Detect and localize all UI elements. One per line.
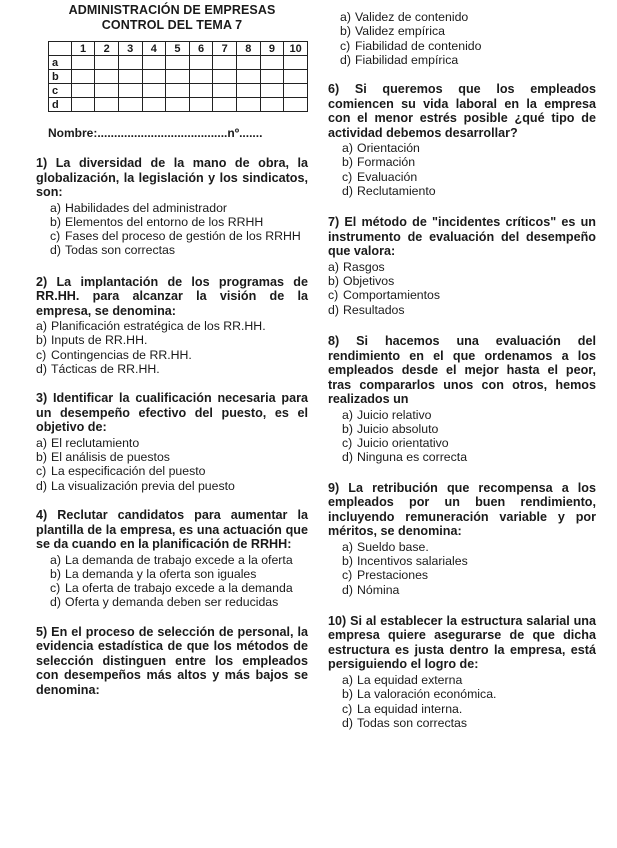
option-text: La demanda y la oferta son iguales [65, 566, 257, 581]
answer-grid-col-header: 3 [118, 42, 142, 56]
option-text: El análisis de puestos [51, 450, 170, 465]
answer-option [342, 141, 596, 155]
option-text: Planificación estratégica de los RR.HH. [51, 319, 266, 334]
answer-option [342, 170, 596, 184]
option-letter: c) [342, 701, 353, 716]
question-title: 9) La retribución que recompensa a los empleados por un buen rendimiento, incluyendo remuneración variable y por méritos, se denomina: [328, 480, 596, 539]
option-letter: d) [342, 582, 353, 597]
option-letter: a) [36, 319, 47, 334]
option-text: La equidad interna. [357, 701, 463, 716]
answer-grid-cell[interactable] [260, 84, 284, 98]
option-letter: d) [36, 478, 47, 493]
option-text: Sueldo base. [357, 539, 429, 554]
question-8 [328, 334, 596, 465]
answer-grid-cell[interactable] [213, 56, 237, 70]
option-letter: c) [50, 581, 61, 596]
answer-option [342, 583, 596, 597]
question-3 [36, 391, 308, 493]
answer-option [50, 229, 308, 243]
answer-grid-cell[interactable] [260, 56, 284, 70]
answer-option [342, 687, 596, 701]
answer-option [36, 479, 308, 493]
answer-grid-cell[interactable] [166, 70, 190, 84]
answer-option [340, 53, 596, 67]
option-letter: c) [50, 229, 61, 244]
option-text: Todas son correctas [65, 243, 176, 258]
answer-option [342, 540, 596, 554]
question-title: 6) Si queremos que los empleados comiencen su vida laboral en la empresa con el menor estrés posible ¿qué tipo de actividad debemos desarrollar? [328, 82, 596, 140]
option-text: Habilidades del administrador [65, 200, 227, 215]
option-letter: d) [50, 595, 61, 610]
option-text: Rasgos [343, 259, 385, 274]
option-text: La oferta de trabajo excede a la demanda [65, 581, 293, 596]
option-text: Tácticas de RR.HH. [51, 362, 160, 377]
answer-grid-cell[interactable] [236, 98, 260, 112]
option-text: Todas son correctas [357, 715, 468, 730]
answer-option [340, 10, 596, 24]
answer-option [50, 201, 308, 215]
answer-option [36, 464, 308, 478]
answer-grid-row-label: b [49, 70, 72, 84]
option-letter: a) [50, 200, 61, 215]
exam-header [36, 3, 308, 33]
option-text: Validez empírica [355, 24, 445, 39]
answer-grid-cell[interactable] [284, 56, 308, 70]
answer-option [328, 288, 596, 302]
answer-grid-col-header: 9 [260, 42, 284, 56]
answer-option [50, 595, 308, 609]
option-text: Objetivos [343, 274, 395, 289]
option-letter: b) [342, 421, 353, 436]
option-letter: c) [340, 38, 351, 53]
question-title: 4) Reclutar candidatos para aumentar la plantilla de la empresa, es una actuación que se da cuando en la planificación de RRHH: [36, 508, 308, 552]
option-text: La especificación del puesto [51, 464, 206, 479]
answer-grid-row-label: a [49, 56, 72, 70]
answer-option [342, 184, 596, 198]
answer-grid-cell[interactable] [189, 70, 213, 84]
option-letter: d) [36, 362, 47, 377]
option-letter: d) [342, 184, 353, 199]
answer-grid-cell[interactable] [118, 98, 142, 112]
answer-grid-cell[interactable] [236, 56, 260, 70]
option-letter: c) [342, 568, 353, 583]
option-letter: c) [342, 436, 353, 451]
answer-grid-row [49, 98, 308, 112]
option-letter: a) [36, 435, 47, 450]
option-letter: a) [342, 672, 353, 687]
answer-grid-cell[interactable] [118, 70, 142, 84]
option-text: Juicio orientativo [357, 436, 449, 451]
answer-grid [48, 41, 308, 112]
answer-option [342, 716, 596, 730]
answer-grid-cell[interactable] [260, 70, 284, 84]
option-letter: a) [340, 10, 351, 24]
answer-grid-header-row [49, 42, 308, 56]
answer-option [342, 702, 596, 716]
question-options [36, 319, 308, 376]
answer-grid-cell[interactable] [71, 84, 95, 98]
option-letter: a) [50, 552, 61, 567]
question-title: 3) Identificar la cualificación necesaria para un desempeño efectivo del puesto, es el objetivo de: [36, 391, 308, 435]
option-text: Evaluación [357, 169, 418, 184]
answer-grid-cell[interactable] [189, 98, 213, 112]
answer-option [50, 243, 308, 257]
question-4 [36, 508, 308, 610]
option-text: Resultados [343, 302, 405, 317]
answer-grid-cell[interactable] [284, 84, 308, 98]
option-letter: b) [342, 554, 353, 569]
question-options [328, 540, 596, 597]
question-title: 1) La diversidad de la mano de obra, la globalización, la legislación y los sindicatos, son: [36, 156, 308, 199]
answer-grid-cell[interactable] [71, 56, 95, 70]
option-letter: b) [342, 687, 353, 702]
option-letter: d) [340, 52, 351, 67]
option-letter: c) [36, 347, 47, 362]
answer-grid-row-label: d [49, 98, 72, 112]
option-letter: b) [50, 566, 61, 581]
option-letter: a) [328, 259, 339, 274]
answer-option [342, 673, 596, 687]
option-letter: b) [342, 155, 353, 170]
answer-grid-cell[interactable] [95, 56, 119, 70]
option-text: Juicio relativo [357, 407, 432, 422]
answer-grid-cell[interactable] [142, 56, 166, 70]
answer-grid-cell[interactable] [166, 84, 190, 98]
option-text: El reclutamiento [51, 435, 140, 450]
option-text: Fiabilidad empírica [355, 52, 459, 67]
option-text: La equidad externa [357, 672, 463, 687]
answer-grid-cell[interactable] [166, 56, 190, 70]
answer-option [50, 581, 308, 595]
option-letter: a) [342, 141, 353, 156]
question-title: 10) Si al establecer la estructura salarial una empresa quiere asegurarse de que dicha estructura es justa dentro la empresa, está persiguiendo el logro de: [328, 613, 596, 672]
answer-option [36, 348, 308, 362]
answer-option [342, 408, 596, 422]
answer-grid-cell[interactable] [284, 98, 308, 112]
question-1 [36, 156, 308, 258]
answer-grid-cell[interactable] [142, 70, 166, 84]
option-text: Incentivos salariales [357, 554, 468, 569]
question-10 [328, 614, 596, 730]
option-text: Formación [357, 155, 416, 170]
answer-grid-cell[interactable] [95, 70, 119, 84]
option-letter: b) [36, 450, 47, 465]
option-text: Fases del proceso de gestión de los RRHH [65, 229, 301, 244]
option-text: Validez de contenido [355, 10, 469, 24]
option-letter: d) [328, 302, 339, 317]
answer-option [36, 319, 308, 333]
answer-option [342, 450, 596, 464]
answer-grid-col-header: 8 [236, 42, 260, 56]
answer-grid-cell[interactable] [213, 84, 237, 98]
answer-grid-cell[interactable] [284, 70, 308, 84]
option-text: Oferta y demanda deben ser reducidas [65, 595, 279, 610]
question-options [328, 408, 596, 465]
option-letter: d) [342, 715, 353, 730]
question-title: 7) El método de "incidentes críticos" es un instrumento de evaluación del desempeño que valora: [328, 215, 596, 259]
question-options [328, 260, 596, 317]
answer-grid-col-header: 7 [213, 42, 237, 56]
answer-grid-cell[interactable] [142, 98, 166, 112]
answer-grid-row [49, 70, 308, 84]
question-title: 5) En el proceso de selección de personal, la evidencia estadística de que los métodos de selección distinguen entre los empleados con desempeños más altos y más bajos se denomina: [36, 624, 308, 697]
left-column [36, 0, 308, 697]
option-text: Comportamientos [343, 288, 441, 303]
answer-grid-col-header: 10 [284, 42, 308, 56]
question-7 [328, 215, 596, 317]
answer-grid-cell[interactable] [189, 56, 213, 70]
option-text: La valoración económica. [357, 687, 497, 702]
answer-option [36, 450, 308, 464]
question-title: 8) Si hacemos una evaluación del rendimiento en el que ordenamos a los empleados desde el mejor hasta el peor, tras compararlos unos con otros, hemos realizados un [328, 334, 596, 407]
answer-option [36, 333, 308, 347]
option-text: Juicio absoluto [357, 421, 439, 436]
option-letter: d) [50, 243, 61, 258]
answer-option [340, 24, 596, 38]
option-letter: c) [328, 288, 339, 303]
option-letter: a) [342, 407, 353, 422]
option-text: Orientación [357, 141, 420, 156]
answer-option [36, 362, 308, 376]
question-options [36, 201, 308, 258]
question-2 [36, 275, 308, 377]
answer-grid-cell[interactable] [189, 84, 213, 98]
answer-grid-row [49, 56, 308, 70]
header-title: ADMINISTRACIÓN DE EMPRESAS [68, 3, 276, 17]
answer-grid-cell[interactable] [236, 84, 260, 98]
question-options [328, 673, 596, 730]
option-letter: c) [36, 464, 47, 479]
option-letter: a) [342, 539, 353, 554]
option-letter: b) [340, 24, 351, 39]
question-9 [328, 481, 596, 597]
question-title: 2) La implantación de los programas de RR.HH. para alcanzar la visión de la empresa, se denomina: [36, 274, 308, 318]
option-text: La demanda de trabajo excede a la oferta [65, 552, 293, 567]
option-letter: b) [36, 333, 47, 348]
answer-grid-cell[interactable] [71, 98, 95, 112]
answer-option [50, 567, 308, 581]
option-text: Elementos del entorno de los RRHH [65, 214, 264, 229]
header-subtitle: CONTROL DEL TEMA 7 [101, 18, 243, 32]
option-letter: d) [342, 450, 353, 465]
answer-grid-cell[interactable] [213, 98, 237, 112]
option-text: Reclutamiento [357, 184, 436, 199]
question-options [36, 553, 308, 610]
answer-grid-col-header: 5 [166, 42, 190, 56]
answer-option [342, 422, 596, 436]
answer-option [342, 568, 596, 582]
answer-option [50, 553, 308, 567]
answer-grid-cell[interactable] [166, 98, 190, 112]
answer-grid-cell[interactable] [213, 70, 237, 84]
answer-option [328, 303, 596, 317]
option-letter: b) [50, 214, 61, 229]
option-text: Nómina [357, 582, 400, 597]
answer-option [50, 215, 308, 229]
answer-option [342, 554, 596, 568]
question-5 [36, 625, 308, 698]
option-text: Inputs de RR.HH. [51, 333, 148, 348]
answer-option [328, 274, 596, 288]
answer-grid-cell[interactable] [260, 98, 284, 112]
option-text: Prestaciones [357, 568, 429, 583]
answer-grid-cell[interactable] [71, 70, 95, 84]
option-letter: c) [342, 169, 353, 184]
answer-option [36, 436, 308, 450]
question-options [36, 436, 308, 493]
answer-grid-cell[interactable] [95, 98, 119, 112]
question-options [328, 141, 596, 198]
name-field-line[interactable]: Nombre:.......................................nº....... [48, 126, 263, 140]
right-column [328, 0, 596, 730]
answer-grid-cell[interactable] [118, 56, 142, 70]
answer-grid-cell[interactable] [142, 84, 166, 98]
option-text: La visualización previa del puesto [51, 478, 235, 493]
option-letter: b) [328, 274, 339, 289]
answer-grid-col-header: 1 [71, 42, 95, 56]
answer-option [342, 155, 596, 169]
option-text: Ninguna es correcta [357, 450, 468, 465]
answer-grid-col-header: 2 [95, 42, 119, 56]
answer-grid-row [49, 84, 308, 98]
answer-grid-corner [49, 42, 72, 56]
answer-option [342, 436, 596, 450]
answer-grid-cell[interactable] [95, 84, 119, 98]
question-6 [328, 82, 596, 198]
answer-option [328, 260, 596, 274]
answer-option [340, 39, 596, 53]
option-text: Contingencias de RR.HH. [51, 347, 192, 362]
answer-grid-cell[interactable] [236, 70, 260, 84]
answer-grid-col-header: 4 [142, 42, 166, 56]
answer-grid-cell[interactable] [118, 84, 142, 98]
option-text: Fiabilidad de contenido [355, 38, 482, 53]
answer-grid-col-header: 6 [189, 42, 213, 56]
question-5-options [328, 10, 596, 67]
answer-grid-row-label: c [49, 84, 72, 98]
